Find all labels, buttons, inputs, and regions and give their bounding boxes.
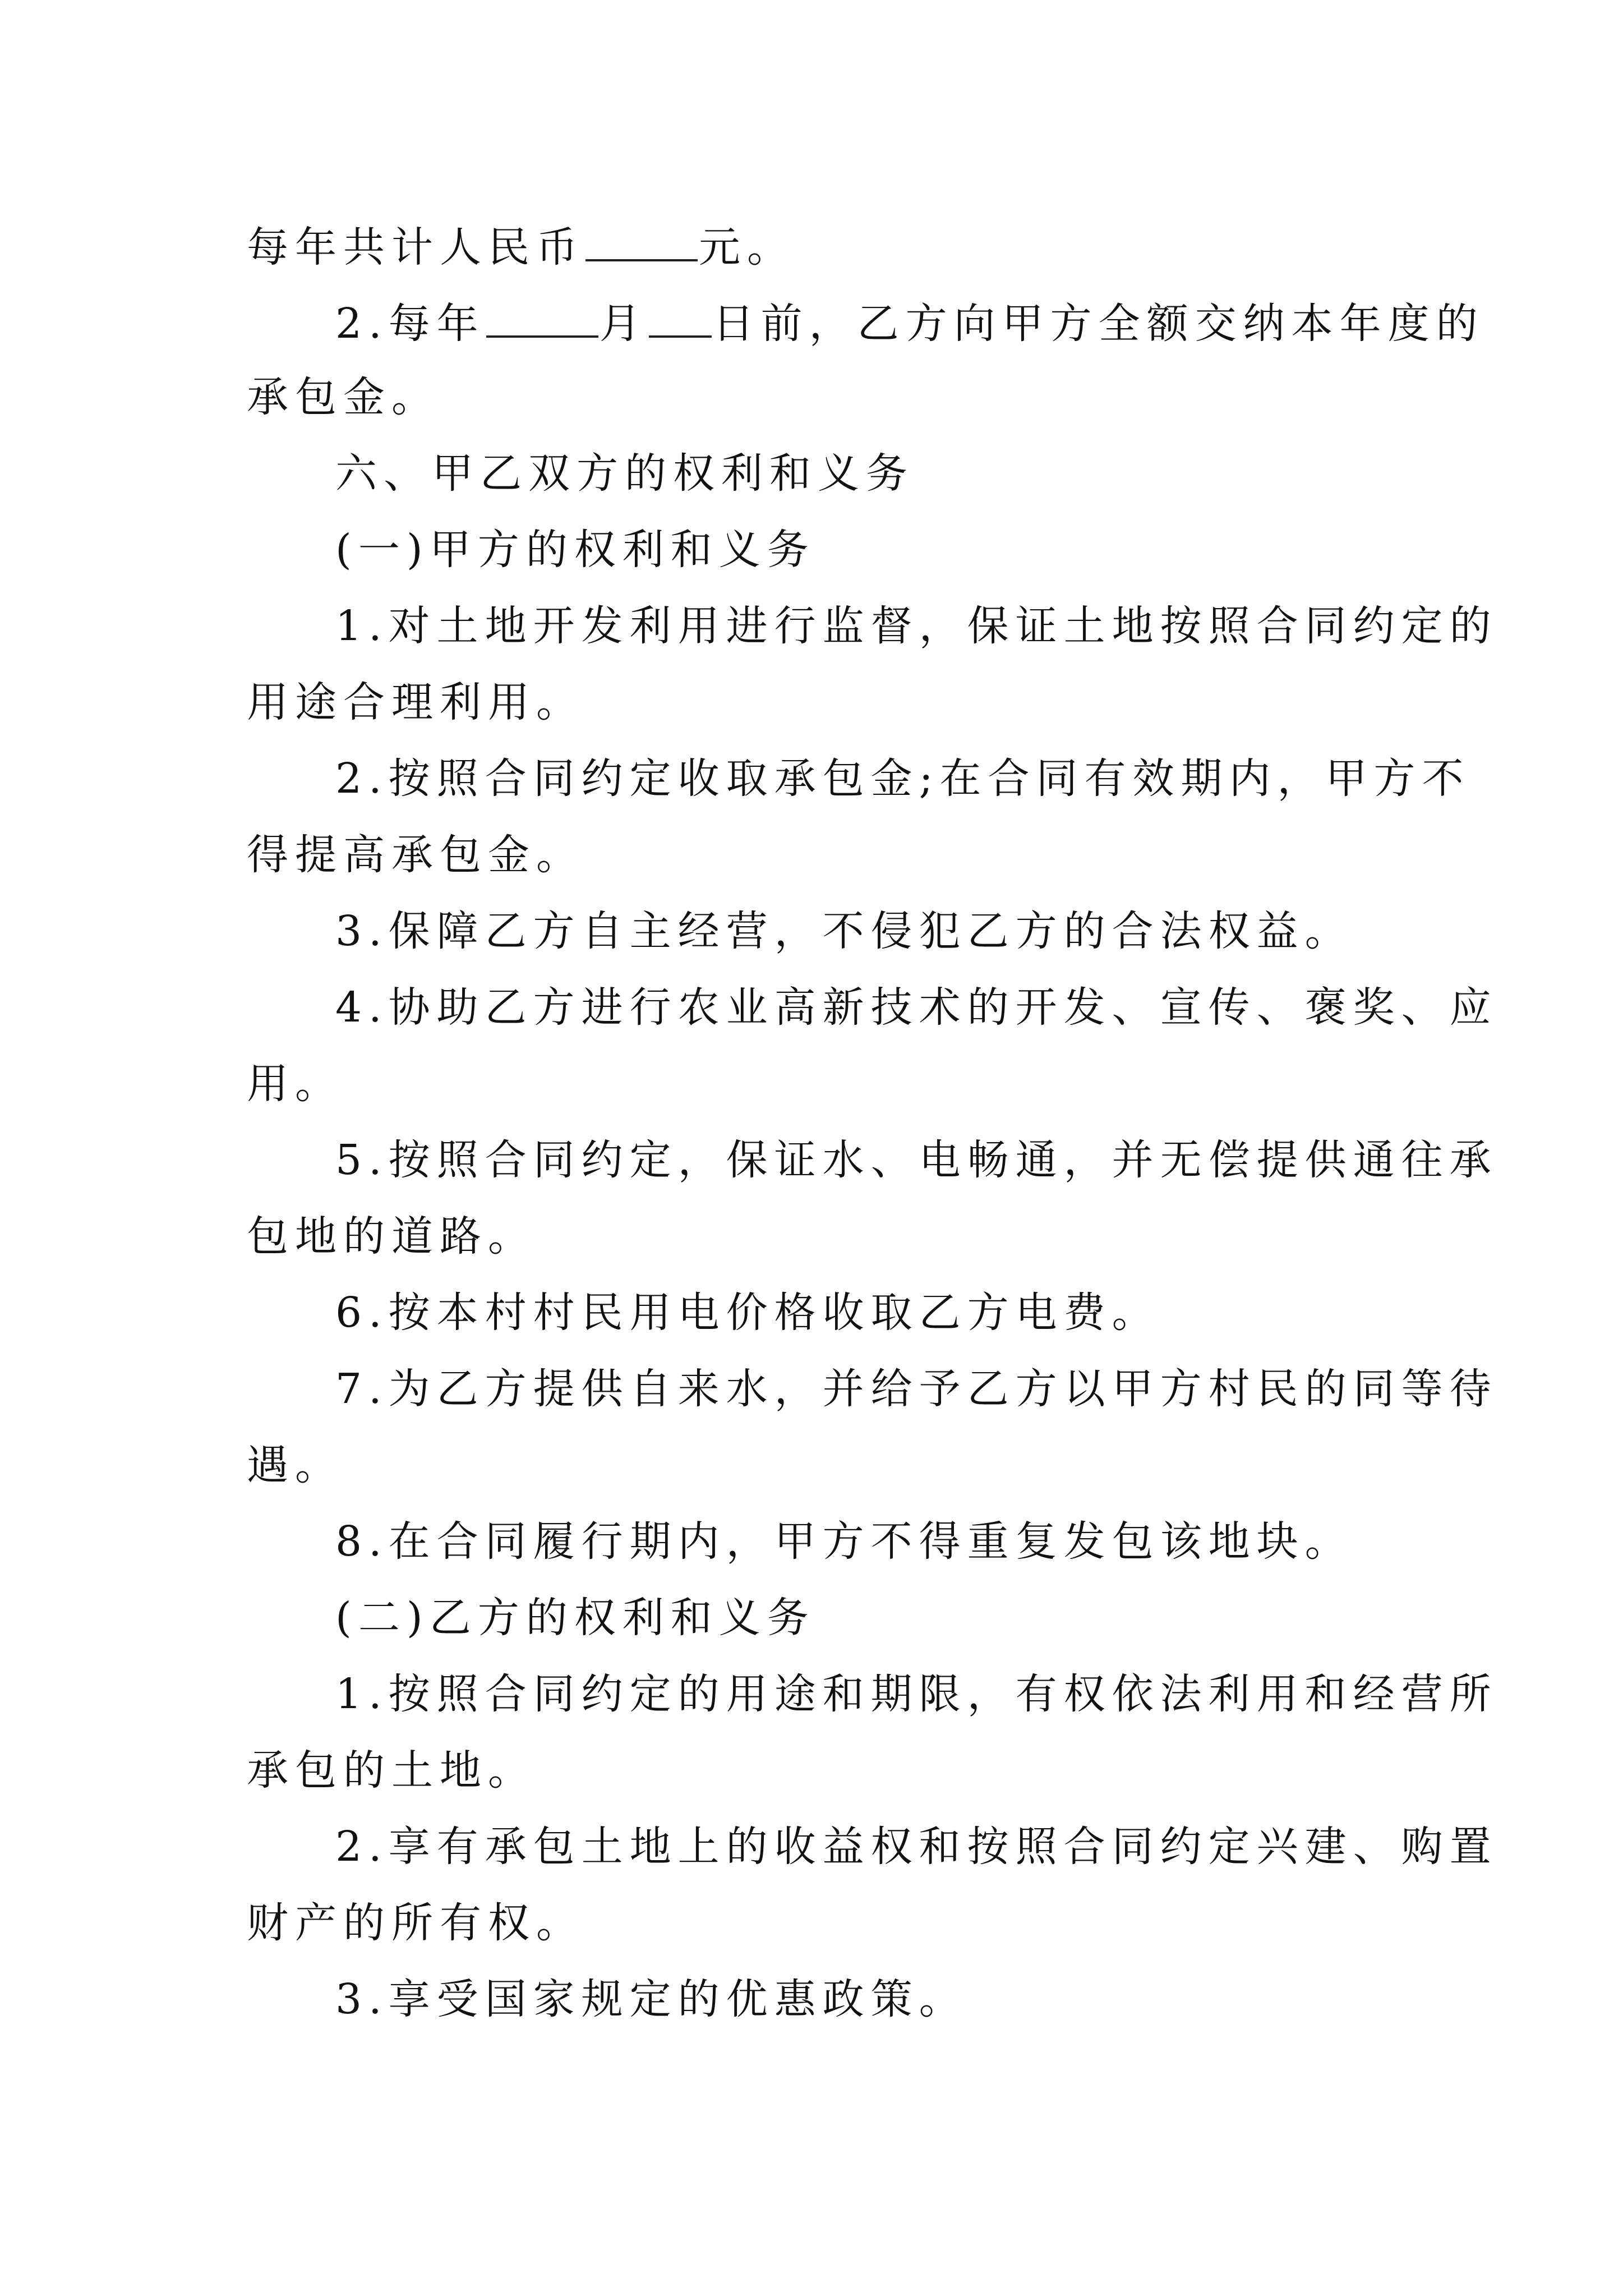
day-blank xyxy=(649,294,712,338)
line-text: 2.每年 xyxy=(335,300,485,348)
text-line: 财产的所有权。 xyxy=(247,1899,584,1947)
subsection-heading-party-b: (二)乙方的权利和义务 xyxy=(335,1594,815,1642)
text-line: 得提高承包金。 xyxy=(247,831,584,879)
text-line: 5.按照合同约定，保证水、电畅通，并无偿提供通往承 xyxy=(335,1136,1498,1184)
section-heading-rights-obligations: 六、甲乙双方的权利和义务 xyxy=(335,449,914,498)
subsection-heading-party-a: (一)甲方的权利和义务 xyxy=(335,526,815,574)
line-text: 每年共计人民币 xyxy=(247,223,584,272)
text-line: 3.享受国家规定的优惠政策。 xyxy=(335,1975,967,2023)
text-line: 2.享有承包土地上的收益权和按照合同约定兴建、购置 xyxy=(335,1823,1498,1871)
text-line: 1.对土地开发利用进行监督，保证土地按照合同约定的 xyxy=(335,602,1498,650)
text-line: 1.按照合同约定的用途和期限，有权依法利用和经营所 xyxy=(335,1670,1498,1718)
text-line: 3.保障乙方自主经营，不侵犯乙方的合法权益。 xyxy=(335,907,1353,955)
line-text: 日前，乙方向甲方全额交纳本年度的 xyxy=(712,300,1484,348)
text-line: 8.在合同履行期内，甲方不得重复发包该地块。 xyxy=(335,1517,1353,1566)
text-line: 遇。 xyxy=(247,1441,343,1489)
text-line: 用途合理利用。 xyxy=(247,678,584,726)
line-text: 元。 xyxy=(699,223,795,272)
text-line: 7.为乙方提供自来水，并给予乙方以甲方村民的同等待 xyxy=(335,1365,1498,1413)
text-line: 用。 xyxy=(247,1060,343,1108)
amount-blank xyxy=(585,218,698,261)
text-line: 承包金。 xyxy=(247,373,440,421)
line-text: 月 xyxy=(599,300,648,348)
month-blank xyxy=(486,294,598,338)
text-line-payment-date xyxy=(335,294,1484,351)
text-line: 6.按本村村民用电价格收取乙方电费。 xyxy=(335,1289,1160,1337)
text-line-annual-total xyxy=(247,218,795,274)
text-line: 4.协助乙方进行农业高新技术的开发、宣传、褒奖、应 xyxy=(335,983,1498,1032)
text-line: 承包的土地。 xyxy=(247,1746,536,1795)
text-line: 包地的道路。 xyxy=(247,1212,536,1260)
text-line: 2.按照合同约定收取承包金;在合同有效期内，甲方不 xyxy=(335,754,1470,803)
